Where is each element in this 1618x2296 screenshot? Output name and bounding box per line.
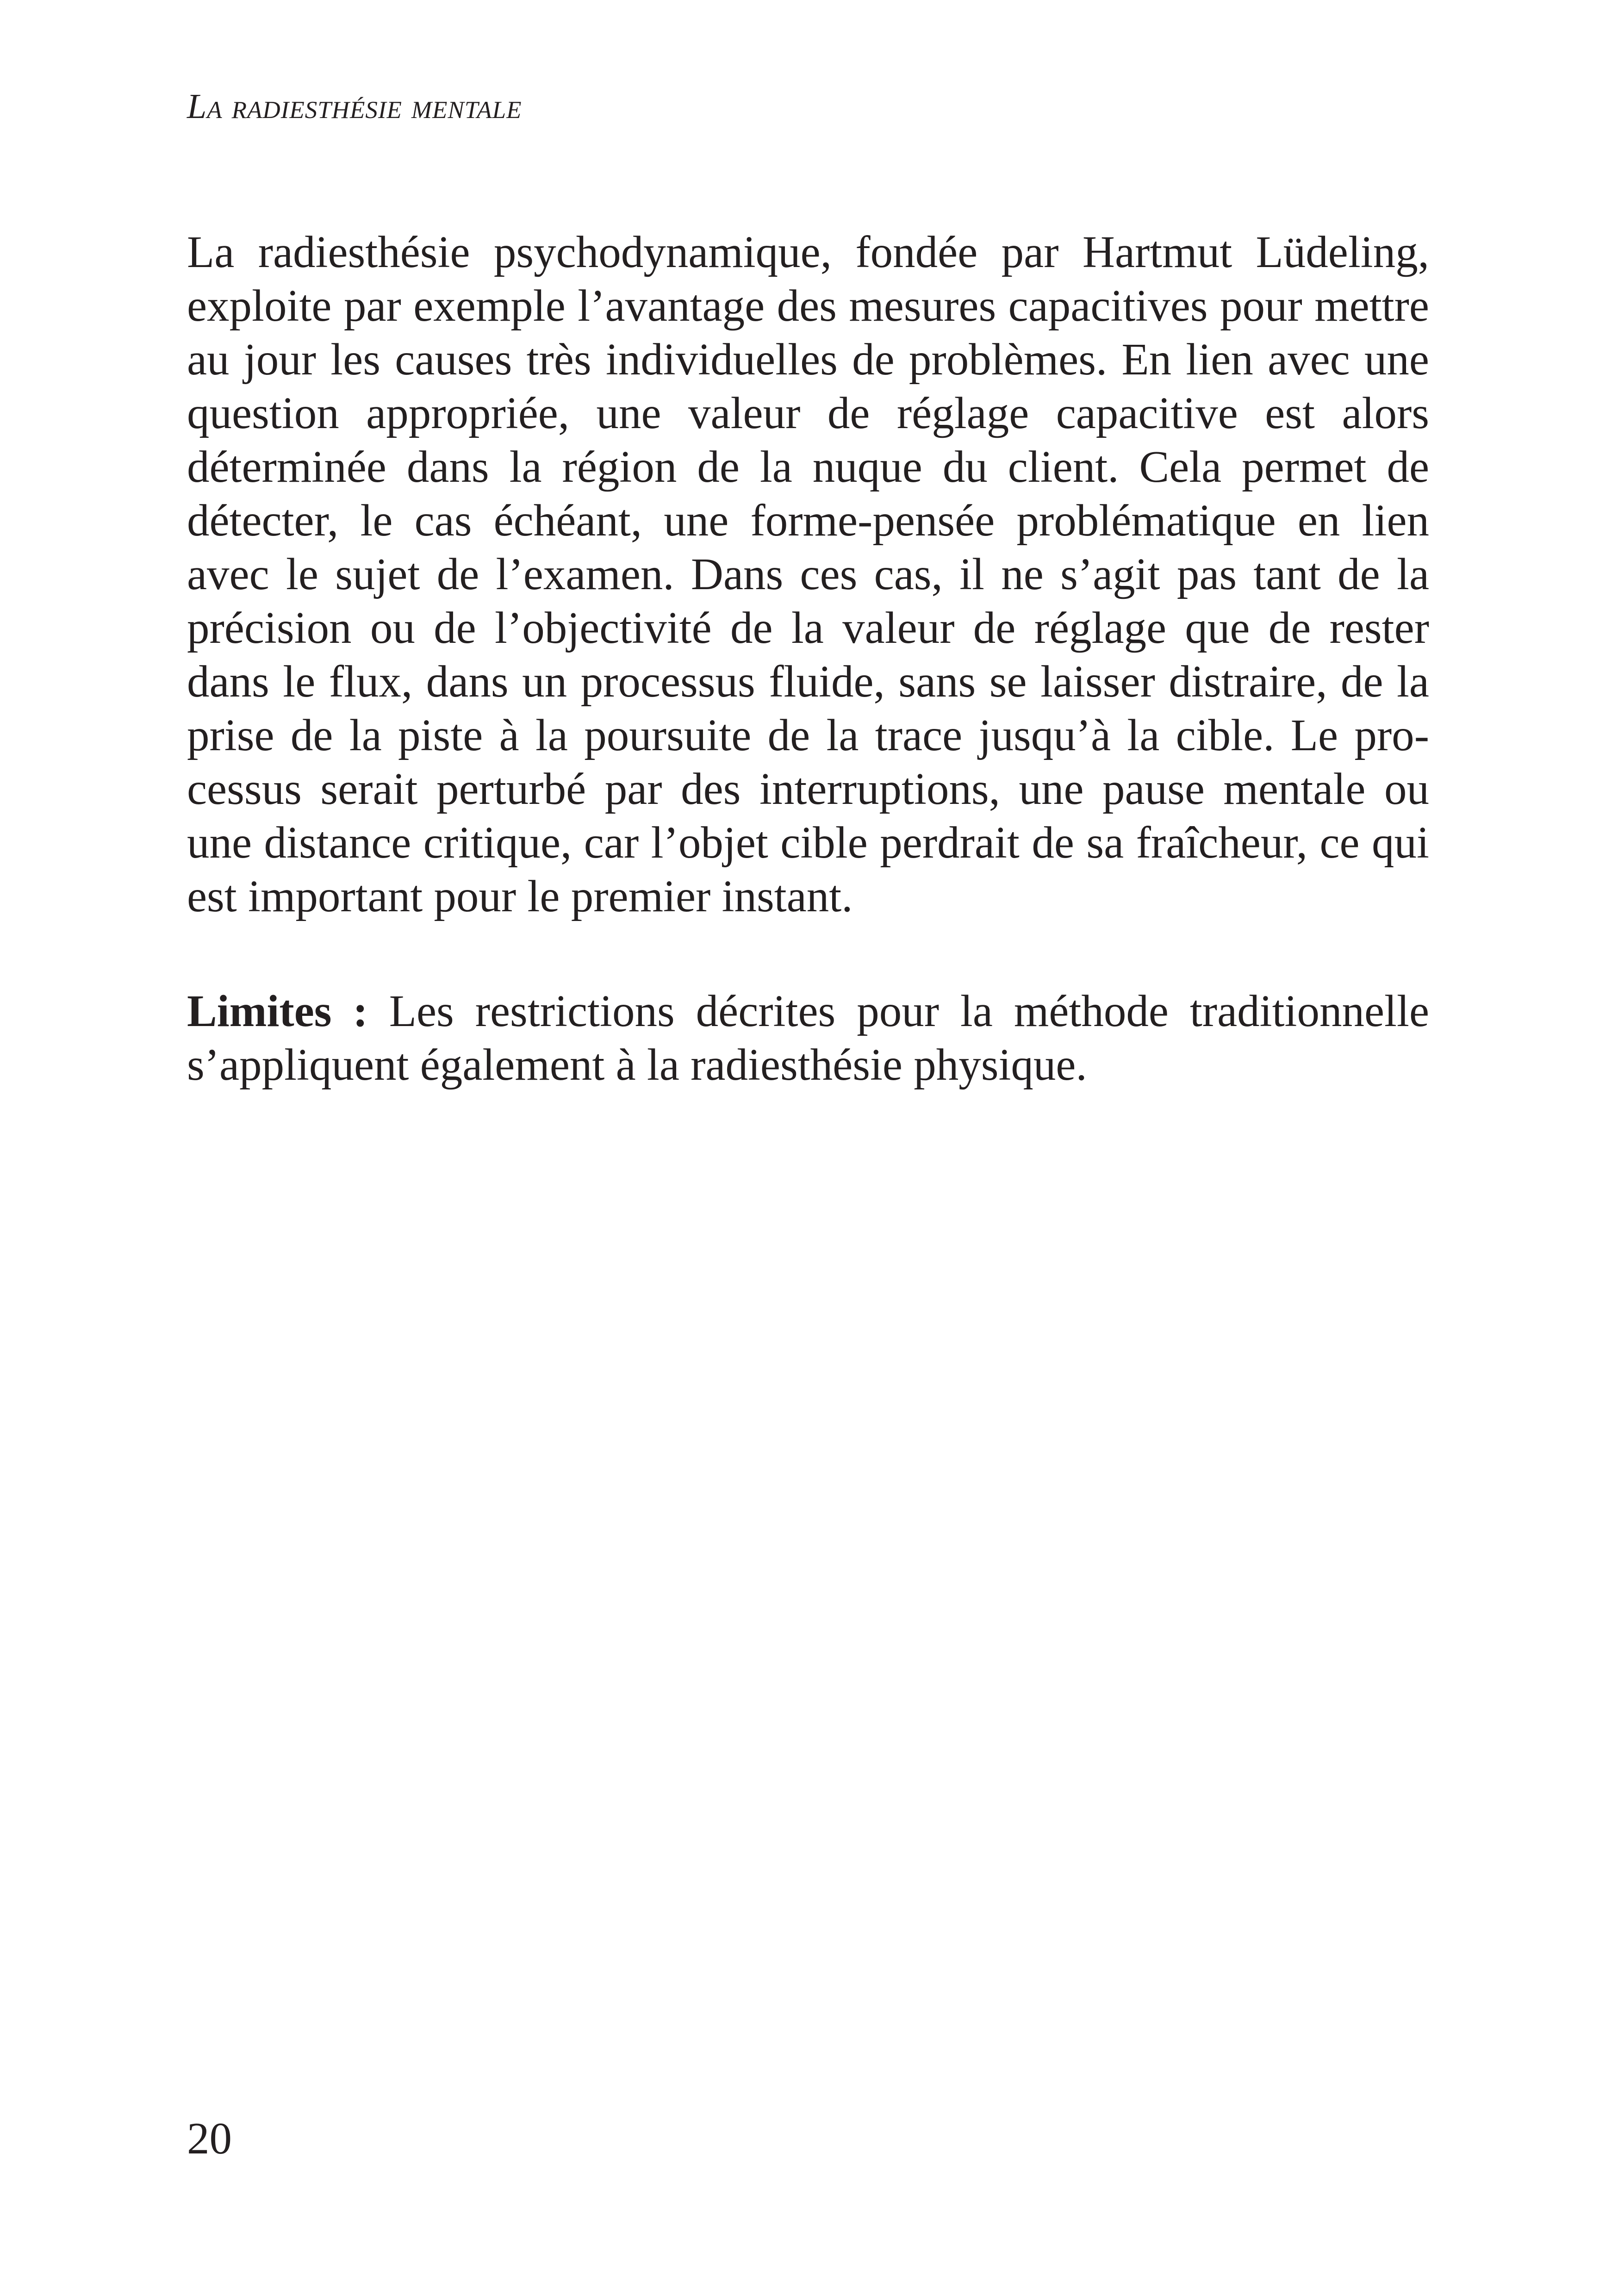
body-paragraph-psychodynamic: La radiesthésie psychodynamique, fondée par Hartmut Lüdeling, exploite par exemple l’avantage des mesures capacitives pour mettre au jour les causes très individuelles de problèmes. En lien avec une question appropriée, une valeur de réglage capacitive est alors déterminée dans la région de la nuque du client. Cela permet de détecter, le cas échéant, une forme-pensée problématique en lien avec le sujet de l’examen. Dans ces cas, il ne s’agit pas tant de la précision ou de l’objectivité de la valeur de réglage que de rester dans le flux, dans un processus fluide, sans se laisser distraire, de la prise de la piste à la poursuite de la trace jusqu’à la cible. Le processus serait perturbé par des interruptions, une pause mentale ou une distance critique, car l’objet cible perdrait de sa fraîcheur, ce qui est important pour le premier instant. xyxy=(187,227,1429,921)
limits-heading: Limites : xyxy=(187,986,368,1036)
running-header: La radiesthésie mentale xyxy=(187,87,522,126)
body-paragraph-limits xyxy=(187,984,1429,1092)
page-number: 20 xyxy=(187,2114,232,2163)
limits-text: Les restrictions décrites pour la méthode traditionnelle s’appliquent également à la radiesthésie physique. xyxy=(187,986,1429,1089)
